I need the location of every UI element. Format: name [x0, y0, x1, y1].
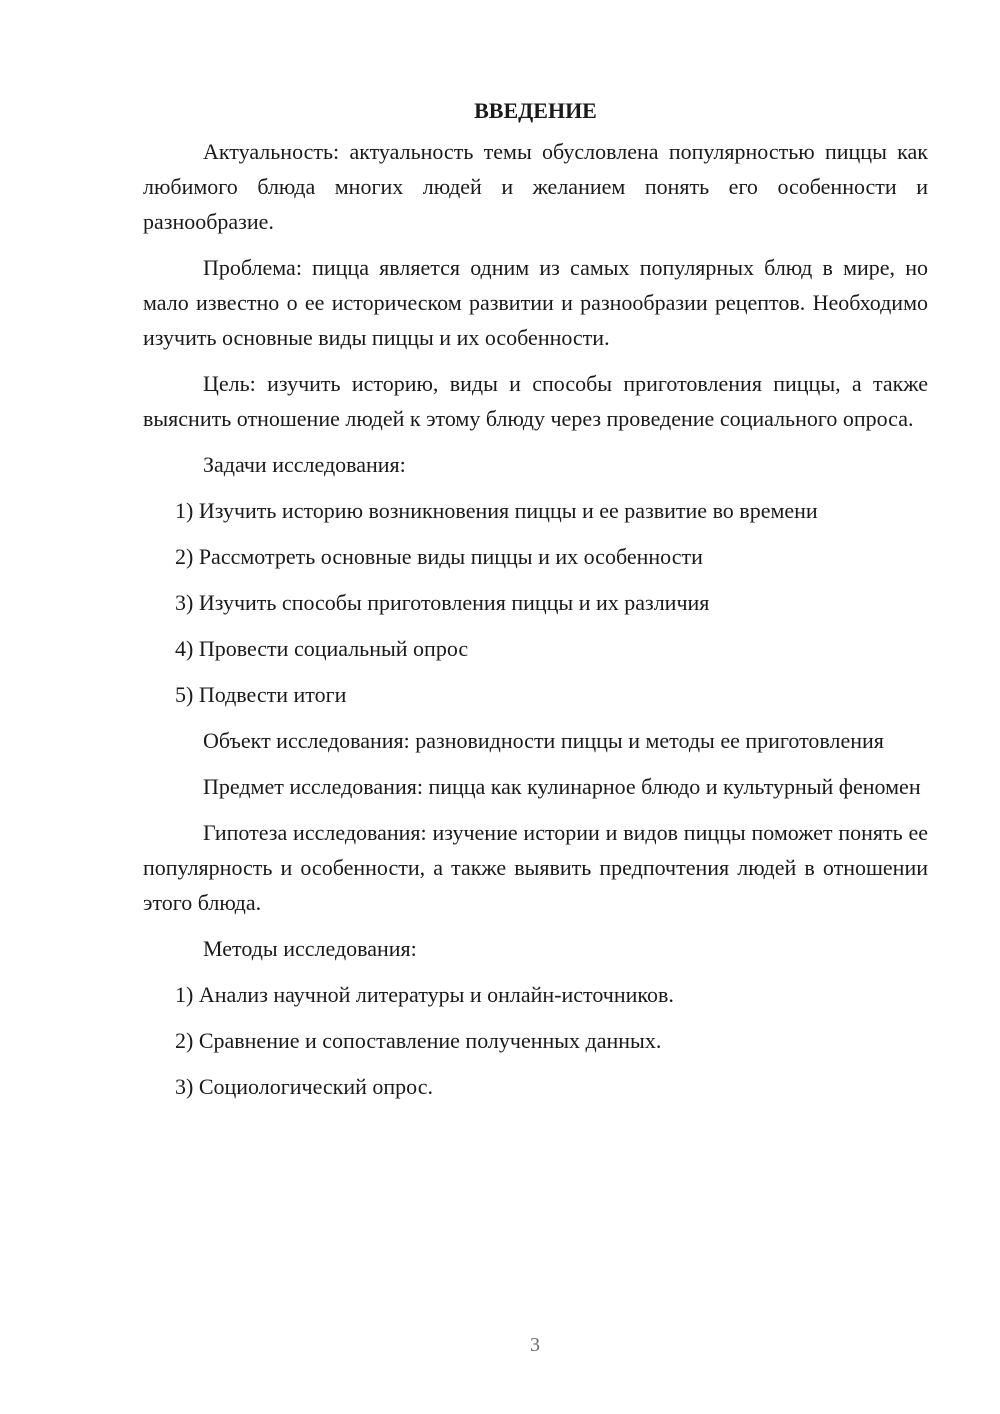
list-item: 3) Социологический опрос. — [175, 1074, 433, 1099]
page-title: ВВЕДЕНИЕ — [474, 98, 597, 123]
document-page — [143, 94, 928, 1115]
methods-heading: Методы исследования: — [203, 936, 417, 961]
list-item: 1) Изучить историю возникновения пиццы и ее развитие во времени — [175, 498, 818, 523]
hypothesis-paragraph: Гипотеза исследования: изучение истории и видов пиццы поможет понять ее популярность и особенности, а также выявить предпочтения людей в отношении этого блюда. — [143, 820, 928, 915]
list-item: 3) Изучить способы приготовления пиццы и их различия — [175, 590, 710, 615]
object-paragraph: Объект исследования: разновидности пиццы и методы ее приготовления — [203, 728, 884, 753]
subject-paragraph: Предмет исследования: пицца как кулинарное блюдо и культурный феномен — [203, 774, 921, 799]
methods-list — [143, 977, 928, 1104]
tasks-heading: Задачи исследования: — [203, 452, 406, 477]
list-item: 5) Подвести итоги — [175, 682, 347, 707]
list-item: 2) Рассмотреть основные виды пиццы и их особенности — [175, 544, 703, 569]
page-number: 3 — [530, 1334, 540, 1356]
goal-paragraph: Цель: изучить историю, виды и способы приготовления пиццы, а также выяснить отношение людей к этому блюду через проведение социального опроса. — [143, 371, 928, 431]
problem-paragraph: Проблема: пицца является одним из самых популярных блюд в мире, но мало известно о ее историческом развитии и разнообразии рецептов. Необходимо изучить основные виды пиццы и их особенности. — [143, 255, 928, 350]
list-item: 2) Сравнение и сопоставление полученных данных. — [175, 1028, 662, 1053]
tasks-list — [143, 493, 928, 712]
list-item: 1) Анализ научной литературы и онлайн-источников. — [175, 982, 674, 1007]
relevance-paragraph: Актуальность: актуальность темы обусловлена популярностью пиццы как любимого блюда многих людей и желанием понять его особенности и разнообразие. — [143, 139, 928, 234]
list-item: 4) Провести социальный опрос — [175, 636, 469, 661]
